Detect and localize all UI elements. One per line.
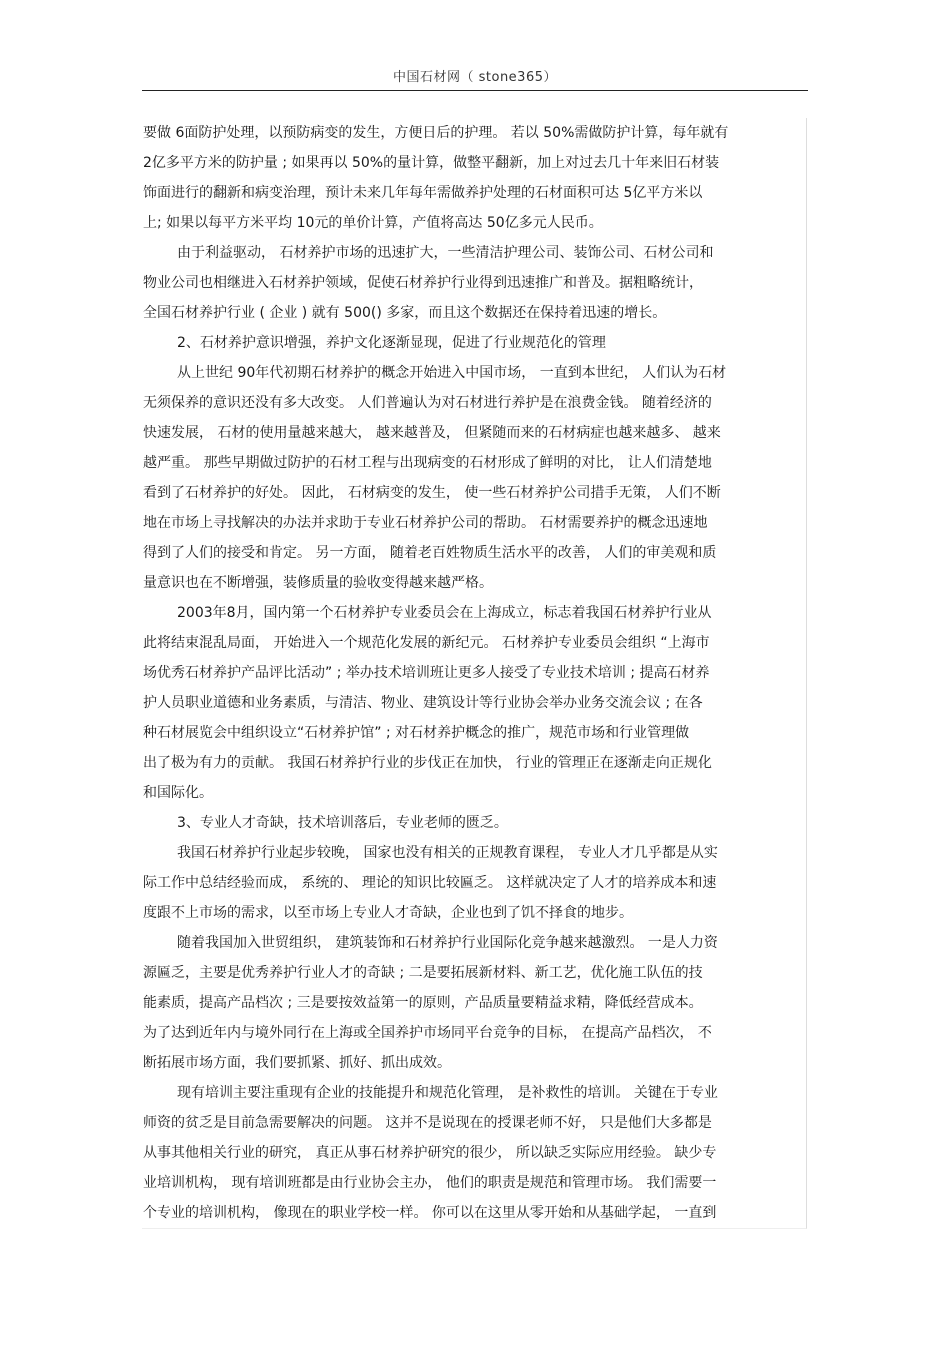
- text-line: 际工作中总结经验而成， 系统的、 理论的知识比较匾乏。 这样就决定了人才的培养成本和速: [143, 875, 717, 891]
- text-line: 业培训机构， 现有培训班都是由行业协会主办， 他们的职责是规范和管理市场。 我们需要一: [143, 1175, 717, 1191]
- text-line: 个专业的培训机构， 像现在的职业学校一样。 你可以在这里从零开始和从基础学起， 一直到: [143, 1205, 717, 1221]
- header-divider: [142, 90, 808, 91]
- text-line: 2亿多平方米的防护量 ; 如果再以 50%的量计算，做整平翻新，加上对过去几十年来旧石材装: [143, 155, 720, 171]
- text-line: 从事其他相关行业的研究， 真正从事石材养护研究的很少， 所以缺乏实际应用经验。 缺少专: [143, 1145, 717, 1161]
- text-line: 2、石材养护意识增强，养护文化逐渐显现，促进了行业规范化的管理: [177, 335, 606, 351]
- text-line: 随着我国加入世贸组织， 建筑装饰和石材养护行业国际化竞争越来越激烈。 一是人力资: [177, 935, 718, 951]
- page-header: 中国石材网（ stone365）: [392, 70, 557, 85]
- text-line: 和国际化。: [143, 785, 213, 801]
- text-line: 越严重。 那些早期做过防护的石材工程与出现病变的石材形成了鲜明的对比， 让人们清楚地: [143, 455, 712, 471]
- text-line: 要做 6面防护处理，以预防病变的发生，方便日后的护理。 若以 50%需做防护计算，每年就有: [143, 125, 729, 141]
- text-line: 现有培训主要注重现有企业的技能提升和规范化管理， 是补救性的培训。 关键在于专业: [177, 1085, 718, 1101]
- text-line: 从上世纪 90年代初期石材养护的概念开始进入中国市场， 一直到本世纪， 人们认为石材: [177, 365, 727, 381]
- text-line: 2003年8月，国内第一个石材养护专业委员会在上海成立，标志着我国石材养护行业从: [177, 605, 712, 621]
- text-line: 上; 如果以每平方米平均 10元的单价计算，产值将高达 50亿多元人民币。: [143, 215, 603, 231]
- text-line: 断拓展市场方面，我们要抓紧、抓好、抓出成效。: [143, 1055, 451, 1071]
- text-line: 全国石材养护行业 ( 企业 ) 就有 500() 多家，而且这个数据还在保持着迅速的增长。: [143, 305, 667, 321]
- text-line: 3、专业人才奇缺，技术培训落后，专业老师的匮乏。: [177, 815, 508, 831]
- document-body: [143, 118, 806, 1226]
- text-line: 看到了石材养护的好处。 因此， 石材病变的发生， 使一些石材养护公司措手无策， 人们不断: [143, 485, 721, 501]
- text-line: 源匾乏，主要是优秀养护行业人才的奇缺 ; 二是要拓展新材料、新工艺，优化施工队伍的技: [143, 965, 703, 981]
- text-line: 我国石材养护行业起步较晚， 国家也没有相关的正规教育课程， 专业人才几乎都是从实: [177, 845, 718, 861]
- text-line: 物业公司也相继进入石材养护领域，促使石材养护行业得到迅速推广和普及。据粗略统计，: [143, 275, 703, 291]
- text-line: 师资的贫乏是目前急需要解决的问题。 这并不是说现在的授课老师不好， 只是他们大多都是: [143, 1115, 712, 1131]
- text-line: 度跟不上市场的需求，以至市场上专业人才奇缺，企业也到了饥不择食的地步。: [143, 905, 633, 921]
- text-line: 无须保养的意识还没有多大改变。 人们普遍认为对石材进行养护是在浪费金钱。 随着经济的: [143, 395, 712, 411]
- text-line: 能素质，提高产品档次 ; 三是要按效益第一的原则，产品质量要精益求精，降低经营成本。: [143, 995, 703, 1011]
- text-line: 出了极为有力的贡献。 我国石材养护行业的步伐正在加快， 行业的管理正在逐渐走向正规化: [143, 755, 712, 771]
- text-line: 为了达到近年内与境外同行在上海或全国养护市场同平台竞争的目标， 在提高产品档次， 不: [143, 1025, 712, 1041]
- text-line: 此将结束混乱局面， 开始进入一个规范化发展的新纪元。 石材养护专业委员会组织 “上海市: [143, 635, 710, 651]
- text-line: 地在市场上寻找解决的办法并求助于专业石材养护公司的帮助。 石材需要养护的概念迅速地: [143, 515, 708, 531]
- text-line: 量意识也在不断增强，装修质量的验收变得越来越严格。: [143, 575, 493, 591]
- text-line: 快速发展， 石材的使用量越来越大， 越来越普及， 但紧随而来的石材病症也越来越多、 越来: [143, 425, 721, 441]
- text-line: 场优秀石材养护产品评比活动” ; 举办技术培训班让更多人接受了专业技术培训 ; 提高石材养: [143, 665, 710, 681]
- text-line: 饰面进行的翻新和病变治理，预计未来几年每年需做养护处理的石材面积可达 5亿平方米以: [143, 185, 703, 201]
- text-line: 由于利益驱动， 石材养护市场的迅速扩大，一些清洁护理公司、装饰公司、石材公司和: [177, 245, 714, 261]
- text-line: 种石材展览会中组织设立“石材养护馆” ; 对石材养护概念的推广，规范市场和行业管理做: [143, 725, 690, 741]
- text-line: 护人员职业道德和业务素质，与清洁、物业、建筑设计等行业协会举办业务交流会议 ; 在各: [143, 695, 703, 711]
- text-line: 得到了人们的接受和肯定。 另一方面， 随着老百姓物质生活水平的改善， 人们的审美观和质: [143, 545, 717, 561]
